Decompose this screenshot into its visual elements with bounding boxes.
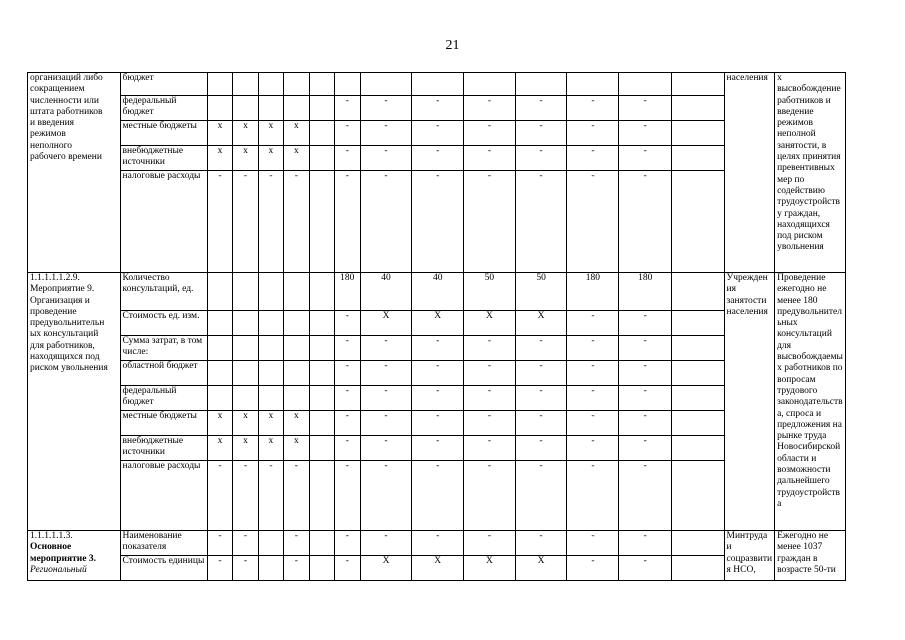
cell-value: 50 (464, 273, 516, 311)
cell-empty (309, 273, 334, 311)
cell-marker (258, 336, 283, 361)
cell-empty (672, 146, 724, 171)
cell-value: - (360, 436, 412, 461)
cell-empty (309, 461, 334, 531)
cell-marker (233, 361, 258, 386)
cell-value: - (464, 386, 516, 411)
executor-cell-line: Учрежден (726, 273, 768, 283)
cell-value: - (515, 146, 567, 171)
cell-value: - (515, 436, 567, 461)
cell-empty (309, 556, 334, 581)
program-table (27, 72, 905, 581)
cell-marker (258, 96, 283, 121)
cell-marker: - (207, 531, 232, 556)
result-cell-line: предложения на (777, 419, 842, 430)
cell-value: Х (412, 311, 464, 336)
measure-name-cell-line: рабочего времени (30, 152, 102, 163)
cell-value: - (334, 436, 360, 461)
cell-marker (207, 336, 232, 361)
cell-marker: х (258, 436, 283, 461)
cell-marker: - (258, 171, 283, 273)
cell-value: - (515, 171, 567, 273)
cell-marker: х (233, 121, 258, 146)
cell-marker (233, 96, 258, 121)
cell-marker (258, 361, 283, 386)
cell-marker (258, 386, 283, 411)
result-cell-line: Ежегодно не (777, 531, 829, 541)
cell-empty (672, 461, 724, 531)
cell-value: - (334, 461, 360, 531)
cell-value: - (334, 121, 360, 146)
cell-value (412, 73, 464, 96)
measure-name-cell-line: численности или (30, 95, 99, 106)
cell-marker: х (207, 436, 232, 461)
cell-value (334, 73, 360, 96)
executor-cell-line: и (726, 542, 732, 553)
executor-cell-line: Минтруда (726, 531, 768, 541)
measure-title: Основное мероприятие 3. (30, 542, 96, 564)
result-cell-line: рынке труда (777, 431, 827, 442)
cell-value: 40 (360, 273, 412, 311)
result-cell-line: высвобождаемы (777, 352, 843, 363)
measure-name-cell-line: организаций либо (30, 73, 103, 83)
cell-value: - (464, 361, 516, 386)
executor-cell (724, 73, 775, 273)
page-number: 21 (445, 38, 460, 53)
cell-value: 180 (619, 273, 672, 311)
measure-name-cell-line: штата работников (30, 106, 103, 117)
cell-value: Х (515, 556, 567, 581)
measure-code: 1.1.1.1.1.3. (30, 531, 73, 541)
cell-value: - (619, 436, 672, 461)
cell-value: 50 (515, 273, 567, 311)
cell-marker: х (284, 436, 309, 461)
cell-empty (672, 73, 724, 96)
table-row (28, 273, 905, 311)
cell-value: - (464, 336, 516, 361)
cell-value: - (619, 121, 672, 146)
cell-value: - (619, 461, 672, 531)
result-cell-line: трудового (777, 385, 818, 396)
cell-value: Х (360, 311, 412, 336)
cell-empty (309, 386, 334, 411)
cell-value (515, 73, 567, 96)
row-label: областной бюджет (120, 361, 207, 386)
cell-value: - (619, 411, 672, 436)
result-cell-line: граждан в (777, 553, 818, 564)
cell-marker (233, 386, 258, 411)
cell-empty (309, 121, 334, 146)
cell-empty (672, 336, 724, 361)
result-cell-line: высвобождение (777, 84, 841, 95)
cell-marker: х (233, 411, 258, 436)
cell-value: - (567, 556, 619, 581)
cell-marker: - (233, 531, 258, 556)
result-cell-line: а (777, 498, 782, 509)
cell-value: - (334, 556, 360, 581)
cell-marker: - (207, 556, 232, 581)
cell-marker (207, 386, 232, 411)
result-cell-line: трудоустройств (777, 197, 841, 208)
cell-value: - (360, 336, 412, 361)
executor-cell-line: населения (726, 306, 768, 317)
cell-value: - (412, 336, 464, 361)
cell-value: - (567, 311, 619, 336)
result-cell-line: Проведение (777, 273, 826, 283)
cell-value (360, 73, 412, 96)
cell-value: - (567, 146, 619, 171)
cell-value: Х (464, 556, 516, 581)
row-label: федеральный бюджет (120, 386, 207, 411)
row-label: внебюджетные источники (120, 146, 207, 171)
cell-value: - (464, 171, 516, 273)
cell-marker (233, 336, 258, 361)
cell-marker: - (233, 461, 258, 531)
cell-value: 180 (567, 273, 619, 311)
cell-empty (672, 361, 724, 386)
cell-empty (672, 96, 724, 121)
row-label: налоговые расходы (120, 171, 207, 273)
cell-empty (672, 273, 724, 311)
cell-empty (309, 361, 334, 386)
result-cell-line: Новосибирской (777, 442, 841, 453)
cell-value: Х (360, 556, 412, 581)
cell-marker: х (207, 121, 232, 146)
cell-value: - (412, 146, 464, 171)
cell-marker (207, 273, 232, 311)
cell-value: - (515, 531, 567, 556)
result-cell-line: менее 180 (777, 295, 818, 306)
cell-value: - (567, 361, 619, 386)
result-cell-line: дальнейшего (777, 476, 830, 487)
cell-value: - (334, 531, 360, 556)
cell-value: - (619, 146, 672, 171)
cell-marker: - (284, 556, 309, 581)
cell-marker (258, 556, 283, 581)
cell-value: - (567, 96, 619, 121)
measure-subtitle: Региональный (30, 564, 87, 575)
cell-value: - (412, 461, 464, 531)
cell-value: - (360, 386, 412, 411)
executor-cell-line: ия (726, 284, 736, 295)
cell-empty (309, 171, 334, 273)
result-cell-line: трудоустройств (777, 487, 841, 498)
measure-name-cell-line: находящихся под (30, 352, 100, 363)
cell-marker: х (233, 146, 258, 171)
cell-empty (672, 556, 724, 581)
cell-value: - (412, 436, 464, 461)
cell-value: - (515, 411, 567, 436)
cell-value: - (464, 121, 516, 146)
cell-empty (309, 96, 334, 121)
cell-value: - (619, 96, 672, 121)
cell-value: - (334, 146, 360, 171)
result-cell-line: возможности (777, 465, 831, 476)
row-label: местные бюджеты (120, 121, 207, 146)
measure-name-cell-line: неполного (30, 140, 72, 151)
result-cell-line: предувольнител (777, 306, 842, 317)
cell-value: - (412, 171, 464, 273)
cell-value: - (412, 121, 464, 146)
cell-value: - (619, 336, 672, 361)
cell-marker (233, 73, 258, 96)
measure-name-cell-line: и введения (30, 118, 75, 129)
cell-marker: х (258, 411, 283, 436)
cell-value: Х (464, 311, 516, 336)
cell-value: - (567, 336, 619, 361)
cell-marker (258, 311, 283, 336)
result-cell-line: консультаций (777, 329, 832, 340)
result-cell-line: увольнения (777, 242, 824, 253)
cell-value: - (412, 96, 464, 121)
cell-value: - (567, 411, 619, 436)
row-label: федеральный бюджет (120, 96, 207, 121)
cell-value: - (360, 171, 412, 273)
result-cell-line: мер по (777, 174, 805, 185)
result-cell-line: ьных (777, 318, 798, 329)
row-label: налоговые расходы (120, 461, 207, 531)
cell-value: - (334, 411, 360, 436)
cell-value: - (619, 171, 672, 273)
cell-marker (284, 336, 309, 361)
cell-value: - (619, 361, 672, 386)
cell-marker (233, 273, 258, 311)
result-cell-line: занятости, в (777, 140, 827, 151)
executor-cell-line: занятости (726, 295, 767, 306)
result-cell-line: а, спроса и (777, 408, 822, 419)
executor-cell (724, 273, 775, 531)
cell-marker: х (233, 436, 258, 461)
cell-value: - (464, 411, 516, 436)
row-label: бюджет (120, 73, 207, 96)
result-cell-line: х работников по (777, 363, 843, 374)
cell-marker: - (233, 556, 258, 581)
cell-marker (284, 96, 309, 121)
result-cell-line: вопросам (777, 374, 816, 385)
cell-value: - (515, 96, 567, 121)
row-label: Сумма затрат, в том числе: (120, 336, 207, 361)
result-cell-line: превентивных (777, 163, 835, 174)
cell-value: - (412, 386, 464, 411)
cell-value: - (464, 146, 516, 171)
cell-value: - (334, 336, 360, 361)
result-cell-line: ежегодно не (777, 284, 827, 295)
result-cell-line: под риском (777, 231, 823, 242)
cell-value: - (334, 96, 360, 121)
row-label: Стоимость единицы (120, 556, 207, 581)
result-cell-line: возрасте 50-ти (777, 564, 836, 575)
cell-value: - (412, 531, 464, 556)
result-cell (775, 531, 846, 581)
cell-marker: х (207, 411, 232, 436)
cell-marker: - (284, 531, 309, 556)
cell-value: - (567, 121, 619, 146)
result-cell-line: работников и (777, 95, 831, 106)
cell-empty (672, 171, 724, 273)
measure-name-cell-line: для работников, (30, 340, 95, 351)
measure-name-cell-line: проведение (30, 306, 77, 317)
row-label: Стоимость ед. изм. (120, 311, 207, 336)
result-cell-line: введение (777, 106, 814, 117)
cell-empty (672, 436, 724, 461)
row-label: местные бюджеты (120, 411, 207, 436)
cell-value: - (412, 361, 464, 386)
table-row (28, 531, 905, 556)
result-cell (775, 73, 846, 273)
measure-name-cell-line: сокращением (30, 84, 85, 95)
executor-cell-line: я НСО, (726, 564, 756, 575)
measure-name-cell-line: 1.1.1.1.1.2.9. (30, 273, 80, 283)
cell-value: - (619, 311, 672, 336)
cell-marker: - (258, 461, 283, 531)
cell-marker (284, 273, 309, 311)
cell-value: Х (412, 556, 464, 581)
row-label: Наименование показателя (120, 531, 207, 556)
cell-empty (672, 411, 724, 436)
measure-name-cell-line: Организация и (30, 295, 90, 306)
cell-value: - (567, 531, 619, 556)
cell-marker: х (284, 411, 309, 436)
cell-empty (672, 386, 724, 411)
cell-empty (309, 411, 334, 436)
cell-value: - (515, 336, 567, 361)
cell-empty (309, 146, 334, 171)
cell-marker: - (284, 461, 309, 531)
cell-marker (258, 531, 283, 556)
measure-name-cell-line: режимов (30, 129, 66, 140)
cell-marker: х (258, 121, 283, 146)
cell-value: 40 (412, 273, 464, 311)
cell-value: - (360, 121, 412, 146)
row-label: Количество консультаций, ед. (120, 273, 207, 311)
cell-value: - (619, 531, 672, 556)
cell-value: - (515, 386, 567, 411)
result-cell-line: х (777, 73, 782, 83)
cell-empty (672, 121, 724, 146)
cell-marker: - (233, 171, 258, 273)
cell-empty (309, 311, 334, 336)
measure-name-cell-line: ых консультаций (30, 329, 99, 340)
measure-name-cell (28, 73, 121, 273)
cell-marker: - (207, 171, 232, 273)
result-cell-line: неполной (777, 129, 816, 140)
cell-value: - (334, 171, 360, 273)
cell-value: - (334, 311, 360, 336)
cell-value (619, 73, 672, 96)
cell-marker (207, 96, 232, 121)
result-cell (775, 273, 846, 531)
executor-cell-line: соцразвити (726, 553, 773, 564)
cell-marker: х (258, 146, 283, 171)
cell-empty (309, 436, 334, 461)
cell-marker (284, 361, 309, 386)
cell-value: - (334, 386, 360, 411)
cell-value: - (464, 461, 516, 531)
cell-value: - (464, 436, 516, 461)
cell-value (567, 73, 619, 96)
cell-marker (233, 311, 258, 336)
cell-marker (207, 73, 232, 96)
measure-name-cell-line: Мероприятие 9. (30, 284, 95, 295)
cell-marker (284, 73, 309, 96)
cell-value: - (334, 361, 360, 386)
cell-value: - (360, 411, 412, 436)
measure-name-cell-line: предувольнительн (30, 318, 105, 329)
cell-marker: - (207, 461, 232, 531)
table-row (28, 73, 905, 96)
result-cell-line: целях принятия (777, 152, 841, 163)
cell-marker: х (207, 146, 232, 171)
cell-empty (672, 531, 724, 556)
cell-value: - (464, 96, 516, 121)
cell-value: - (567, 386, 619, 411)
cell-value: - (567, 436, 619, 461)
cell-marker (284, 386, 309, 411)
measure-name-cell (28, 273, 121, 531)
result-cell-line: для (777, 340, 792, 351)
result-cell-line: находящихся (777, 219, 830, 230)
cell-value: Х (515, 311, 567, 336)
cell-marker (258, 73, 283, 96)
cell-value: - (360, 146, 412, 171)
cell-value: 180 (334, 273, 360, 311)
cell-value: - (360, 461, 412, 531)
cell-empty (672, 311, 724, 336)
executor-cell (724, 531, 775, 581)
cell-value: - (515, 461, 567, 531)
cell-marker: х (284, 121, 309, 146)
cell-value: - (619, 556, 672, 581)
result-cell-line: режимов (777, 118, 813, 129)
cell-value: - (567, 461, 619, 531)
cell-value: - (567, 171, 619, 273)
measure-name-cell (28, 531, 121, 581)
cell-value: - (412, 411, 464, 436)
cell-marker (284, 311, 309, 336)
cell-marker (258, 273, 283, 311)
cell-value: - (360, 531, 412, 556)
cell-value: - (464, 531, 516, 556)
result-cell-line: законодательств (777, 397, 843, 408)
cell-marker: - (284, 171, 309, 273)
cell-value: - (515, 361, 567, 386)
result-cell-line: у граждан, (777, 208, 821, 219)
cell-value: - (515, 121, 567, 146)
result-cell-line: содействию (777, 185, 825, 196)
cell-empty (309, 73, 334, 96)
cell-value: - (619, 386, 672, 411)
cell-value: - (360, 361, 412, 386)
cell-marker: х (284, 146, 309, 171)
row-label: внебюджетные источники (120, 436, 207, 461)
cell-marker (207, 361, 232, 386)
cell-empty (309, 531, 334, 556)
cell-value (464, 73, 516, 96)
result-cell-line: менее 1037 (777, 542, 823, 553)
cell-marker (207, 311, 232, 336)
measure-name-cell-line: риском увольнения (30, 363, 108, 374)
cell-value: - (360, 96, 412, 121)
cell-empty (309, 336, 334, 361)
executor-cell-line: населения (726, 73, 768, 83)
result-cell-line: области и (777, 453, 817, 464)
